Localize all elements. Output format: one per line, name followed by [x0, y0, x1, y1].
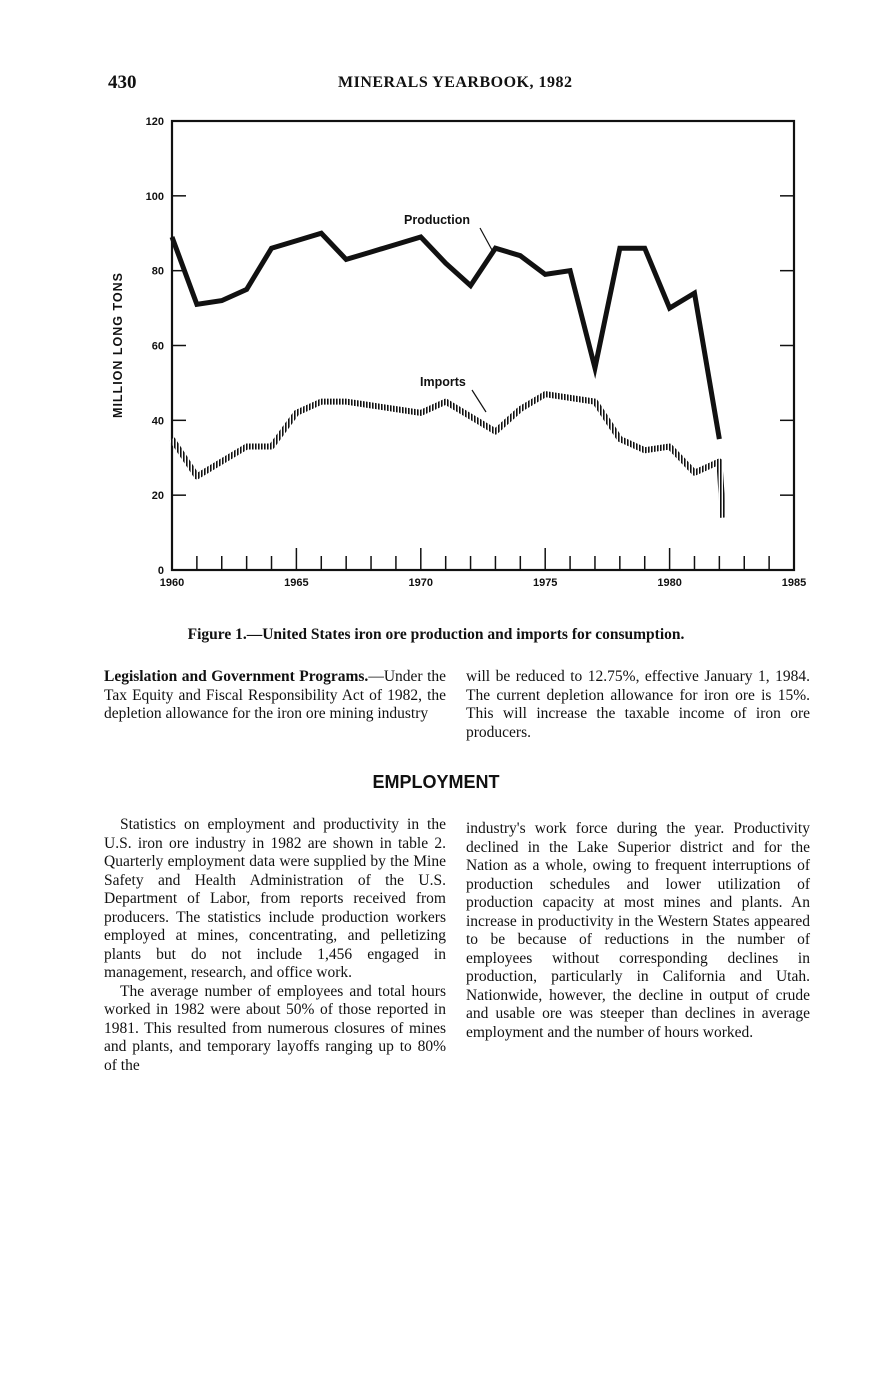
running-head: MINERALS YEARBOOK, 1982: [338, 74, 573, 91]
x-tick-label: 1985: [781, 577, 807, 589]
series-label-imports: Imports: [420, 375, 466, 389]
legislation-runin-heading: Legislation and Government Programs.: [104, 668, 369, 685]
y-tick-label: 120: [145, 116, 164, 128]
x-tick-label: 1975: [532, 577, 558, 589]
figure-1-chart: [0, 0, 872, 610]
plot-frame: [172, 121, 794, 570]
legislation-paragraph: [104, 668, 446, 724]
series-line-production: [172, 233, 719, 439]
figure-caption: Figure 1.—United States iron ore production and imports for consumption.: [187, 626, 685, 643]
chart-ticks: [146, 116, 807, 589]
chart-axes: [172, 121, 794, 570]
legislation-text-right: will be reduced to 12.75%, effective January 1, 1984. The current depletion allowance for iron ore is 15%. This will increase the taxable income of iron ore producers.: [466, 668, 810, 741]
y-tick-label: 20: [151, 490, 164, 503]
employment-paragraph-continued: industry's work force during the year. Productivity declined in the Lake Superior district and for the Nation as a whole, owing to frequent interruptions of production schedules and lower utilization of production capacity at most mines and plants. An increase in productivity in the Western States appeared to be because of reductions in the number of employees without corresponding declines in production, particularly in California and Utah. Nationwide, however, the decline in output of crude and usable ore was steeper than declines in average employment and the number of hours worked.: [466, 820, 810, 1041]
y-tick-label: 100: [145, 190, 164, 203]
section-heading-employment: EMPLOYMENT: [372, 772, 500, 792]
y-tick-label: 60: [151, 340, 164, 353]
chart-series-labels: [404, 213, 492, 412]
legislation-left-column: [104, 668, 446, 724]
series-label-production: Production: [404, 213, 470, 227]
employment-paragraph-2: The average number of employees and total hours worked in 1982 were about 50% of those reported in 1981. This resulted from numerous closures of mines and plants, and temporary layoffs ranging up to 80% of the: [104, 982, 446, 1074]
legislation-right-column: [466, 668, 810, 742]
y-tick-label: 40: [151, 415, 164, 428]
employment-right-column: [466, 820, 810, 1042]
x-tick-label: 1980: [657, 577, 682, 589]
y-axis-label-group: [111, 272, 125, 418]
production-label-pointer: [480, 228, 492, 250]
x-tick-label: 1970: [408, 577, 434, 589]
y-tick-label: 80: [151, 265, 164, 278]
employment-left-column: [104, 816, 446, 1075]
imports-label-pointer: [472, 390, 486, 412]
employment-paragraph-1: Statistics on employment and productivity in the U.S. iron ore industry in 1982 are shown in table 2. Quarterly employment data were supplied by the Mine Safety and Health Administration of the U.S. Department of Labor, from reports received from producers. The statistics include production workers employed at mines, concentrating, and pelletizing plants but do not include 1,456 engaged in management, research, and office work.: [104, 816, 446, 981]
y-tick-label: 0: [157, 565, 164, 577]
x-tick-label: 1965: [284, 577, 309, 589]
legislation-text-left: —Under the Tax Equity and Fiscal Responsibility Act of 1982, the depletion allowance for the iron ore mining industry: [104, 668, 447, 722]
x-tick-label: 1960: [159, 577, 185, 589]
y-axis-label: MILLION LONG TONS: [111, 272, 125, 418]
page-number: 430: [108, 72, 137, 93]
series-line-imports: [172, 394, 723, 517]
